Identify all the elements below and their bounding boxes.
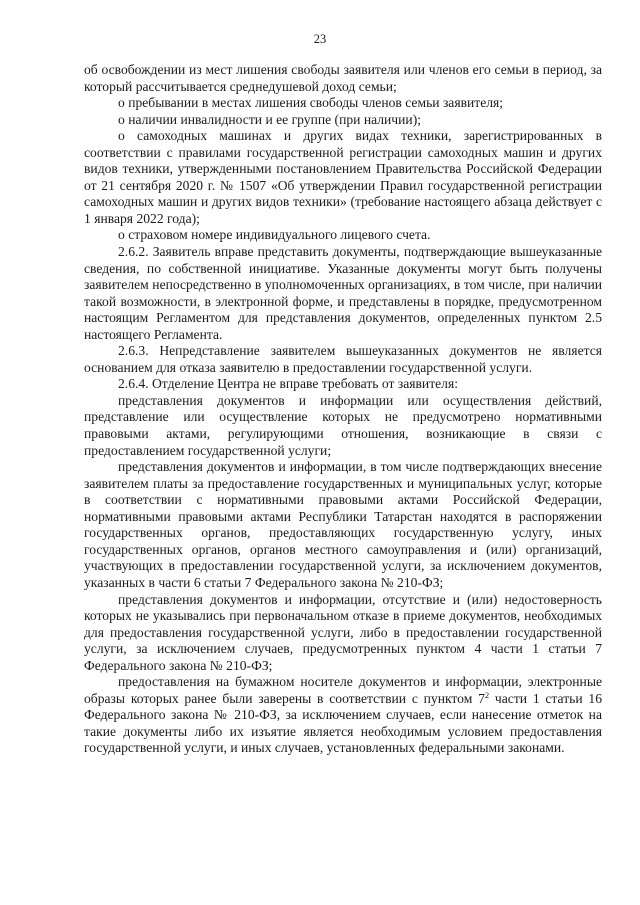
paragraph-2-6-3: 2.6.3. Непредставление заявителем вышеуказанных документов не является основанием для отказа заявителю в предоставлении государственной услуги. bbox=[84, 343, 602, 375]
superscript-index: 2 bbox=[484, 689, 490, 700]
paragraph-2-6-4: 2.6.4. Отделение Центра не вправе требовать от заявителя: bbox=[118, 376, 458, 392]
document-body bbox=[84, 62, 602, 757]
paragraph-requirement-missing-info: представления документов и информации, отсутствие и (или) недостоверность которых не указывались при первоначальном отказе в приеме документов, необходимых для предоставления государственной услуги, либо в предоставлении государственной услуги, за исключением случаев, предусмотренных пунктом 4 части 1 статьи 7 Федерального закона № 210-ФЗ; bbox=[84, 591, 602, 673]
paragraph-insurance-number: о страховом номере индивидуального лицевого счета. bbox=[118, 227, 431, 243]
paragraph-family-in-prison: о пребывании в местах лишения свободы членов семьи заявителя; bbox=[118, 95, 504, 111]
paragraph-requirement-documents: представления документов и информации, в том числе подтверждающих внесение заявителем платы за предоставление государственных и муниципальных услуг, которые в соответствии с нормативными правовыми актами Российской Федерации, нормативными правовыми актами Республики Татарстан находятся в распоряжении государственных органов, предоставляющих государственную услугу, иных государственных органов, органов местного самоуправления и (или) организаций, участвующих в предоставлении государственной услуги, за исключением документов, указанных в части 6 статьи 7 Федерального закона № 210-ФЗ; bbox=[84, 459, 602, 590]
paragraph-self-propelled-machines: о самоходных машинах и других видах техники, зарегистрированных в соответствии с правилами государственной регистрации самоходных машин и других видов техники, утвержденными постановлением Правительства Российской Федерации от 21 сентября 2020 г. № 1507 «Об утверждении Правил государственной регистрации самоходных машин и других видов техники» (требование настоящего абзаца действует с 1 января 2022 года); bbox=[84, 128, 602, 226]
page-number: 23 bbox=[313, 32, 327, 46]
paragraph-part-1: предоставления на бумажном носителе документов и информации, электронные образы которых ранее были заверены в соответствии с пунктом 7 bbox=[84, 674, 602, 706]
paragraph-requirement-paper-documents bbox=[84, 674, 602, 757]
paragraph-release-from-prison: об освобождении из мест лишения свободы заявителя или членов его семьи в период, за который рассчитывается среднедушевой доход семьи; bbox=[84, 62, 602, 94]
paragraph-disability: о наличии инвалидности и ее группе (при наличии); bbox=[118, 111, 421, 127]
paragraph-requirement-actions: представления документов и информации или осуществления действий, представление или осуществление которых не предусмотрено нормативными правовыми актами, регулирующими отношения, возникающие в связи с предоставлением государственной услуги; bbox=[84, 392, 602, 458]
paragraph-2-6-2: 2.6.2. Заявитель вправе представить документы, подтверждающие вышеуказанные сведения, по собственной инициативе. Указанные документы могут быть получены заявителем непосредственно в уполномоченных организациях, в том числе, при наличии такой возможности, в электронной форме, и представлены в порядке, предусмотренном настоящим Регламентом для представления документов, определенных пунктом 2.5 настоящего Регламента. bbox=[84, 244, 602, 342]
paragraph-part-2: части 1 статьи 16 Федерального закона № 210-ФЗ, за исключением случаев, если нанесение отметок на такие документы либо их изъятие является необходимым условием предоставления государственной услуги, и иных случаев, установленных федеральными законами. bbox=[84, 690, 602, 756]
